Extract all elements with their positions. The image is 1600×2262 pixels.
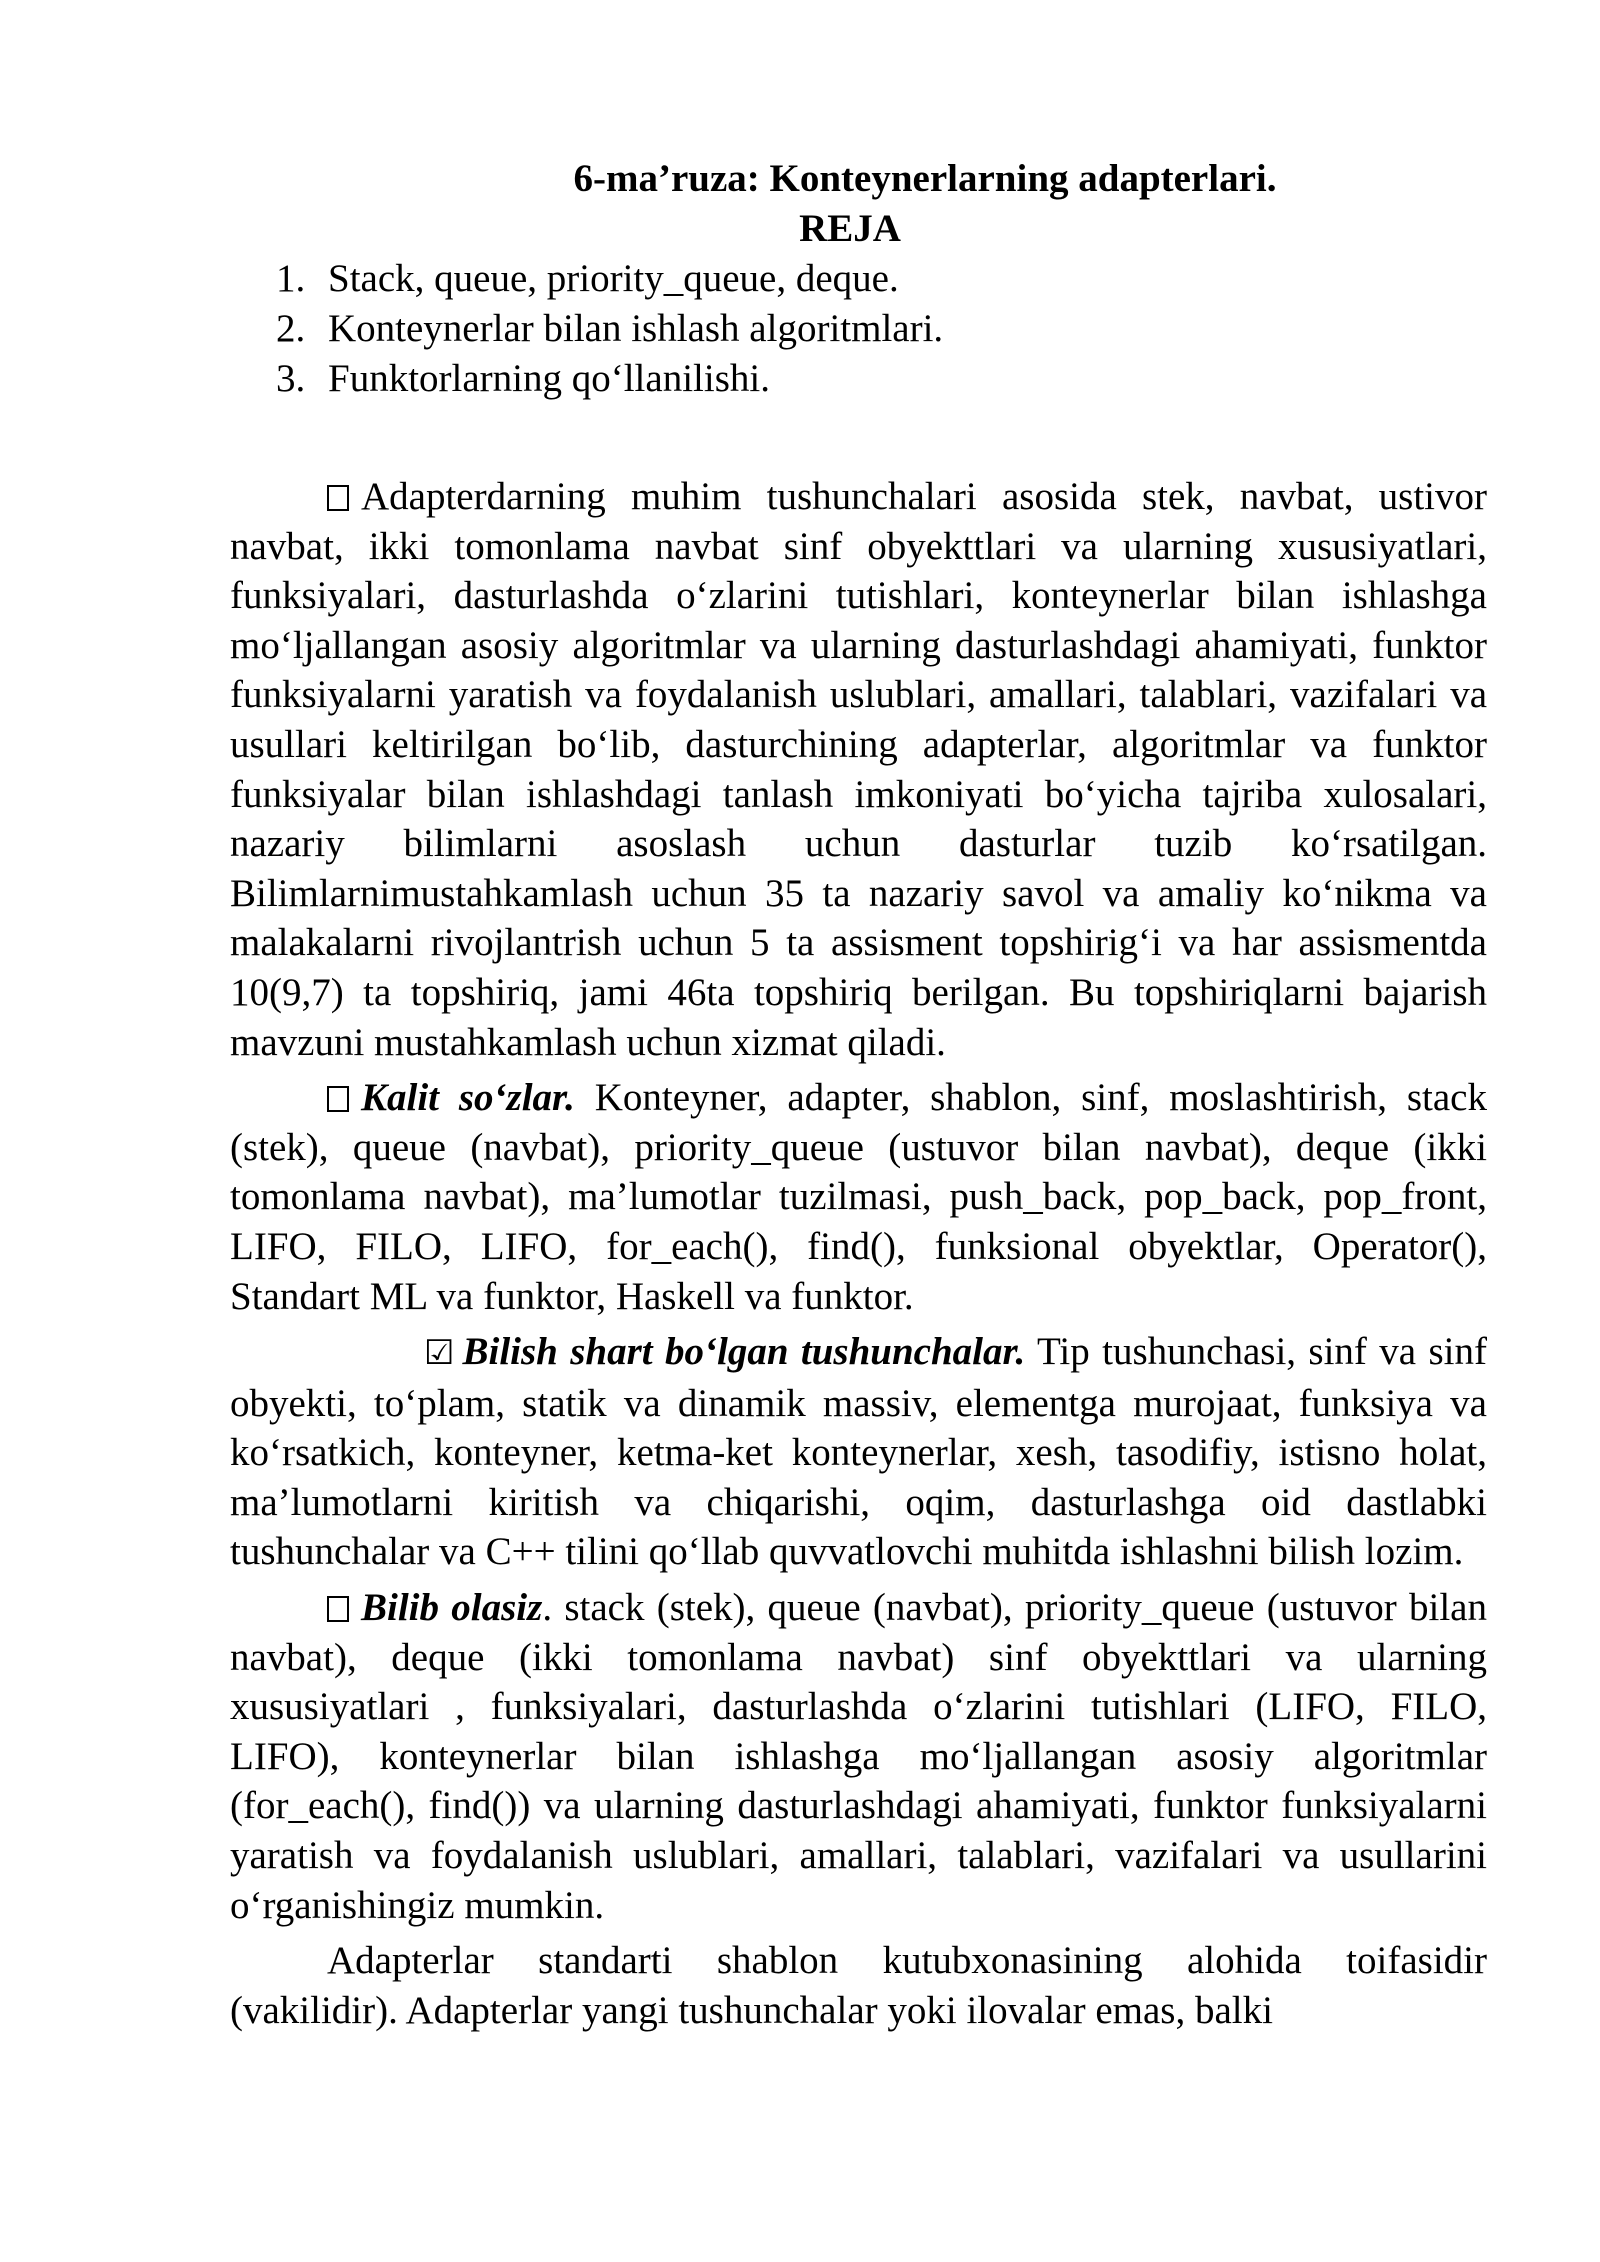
bullet-box-icon: [327, 1086, 349, 1112]
plan-heading: REJA: [799, 207, 901, 250]
outcomes-paragraph: [230, 1583, 1487, 1930]
outcomes-text: . stack (stek), queue (navbat), priority_queue (ustuvor bilan navbat), deque (ikki tomonlama navbat) sinf obyekttlari va ularning xususiyatlari , funksiyalari, dasturlashda o‘zlarini tutishlari (LIFO, FILO, LIFO), konteynerlar bilan ishlashga mo‘ljallangan asosiy algoritmlar (for_each(), find()) va ularning dasturlashdagi ahamiyati, funktor funksiyalarni yaratish va foydalanish uslublari, amallari, talablari, vazifalari va usullarini o‘rganishingiz mumkin.: [230, 1586, 1487, 1927]
outcomes-label: Bilib olasiz: [361, 1586, 543, 1630]
lecture-title: 6-ma’ruza: Konteynerlarning adapterlari.: [573, 157, 1277, 200]
prerequisites-label: Bilish shart bo‘lgan tushunchalar.: [462, 1330, 1026, 1374]
bullet-box-icon: [327, 485, 349, 511]
plan-list: [276, 254, 943, 404]
plan-item-text: Konteynerlar bilan ishlash algoritmlari.: [328, 307, 944, 350]
plan-item-text: Stack, queue, priority_queue, deque.: [328, 257, 899, 300]
plan-item-number: 1.: [276, 257, 306, 300]
prerequisites-text: Tip tushunchasi, sinf va sinf obyekti, to‘plam, statik va dinamik massiv, elementga murojaat, funksiya va ko‘rsatkich, konteyner, ketma-ket konteynerlar, xesh, tasodifiy, istisno holat, ma’lumotlarni kiritish va chiqarishi, oqim, dasturlashga oid dastlabki tushunchalar va C++ tilini qo‘llab quvvatlovchi muhitda ishlashni bilish lozim.: [230, 1330, 1487, 1574]
keywords-label: Kalit so‘zlar.: [361, 1076, 575, 1120]
plan-item-number: 2.: [276, 307, 306, 350]
intro-paragraph: [230, 472, 1487, 1067]
checkbox-checked-icon: ☑: [424, 1333, 455, 1374]
adapters-paragraph: [230, 1936, 1487, 2035]
keywords-text: Konteyner, adapter, shablon, sinf, moslashtirish, stack (stek), queue (navbat), priority_queue (ustuvor bilan navbat), deque (ikki tomonlama navbat), ma’lumotlar tuzilmasi, push_back, pop_back, pop_front, LIFO, FILO, LIFO, for_each(), find(), funksional obyektlar, Operator(), Standart ML va funktor, Haskell va funktor.: [230, 1076, 1487, 1318]
plan-item: [276, 254, 943, 304]
plan-item-number: 3.: [276, 357, 306, 400]
adapters-text: Adapterlar standarti shablon kutubxonasining alohida toifasidir (vakilidir). Adapterlar yangi tushunchalar yoki ilovalar emas, balki: [230, 1939, 1487, 2032]
prerequisites-paragraph: [230, 1327, 1487, 1577]
intro-text: Adapterdarning muhim tushunchalari asosida stek, navbat, ustivor navbat, ikki tomonlama navbat sinf obyekttlari va ularning xususiyatlari, funksiyalari, dasturlashda o‘zlarini tutishlari, konteynerlar bilan ishlashga mo‘ljallangan asosiy algoritmlar va ularning dasturlashdagi ahamiyati, funktor funksiyalarni yaratish va foydalanish uslublari, amallari, talablari, vazifalari va usullari keltirilgan bo‘lib, dasturchining adapterlar, algoritmlar va funktor funksiyalar bilan ishlashdagi tanlash imkoniyati bo‘yicha tajriba xulosalari, nazariy bilimlarni asoslash uchun dasturlar tuzib ko‘rsatilgan. Bilimlarnimustahkamlash uchun 35 ta nazariy savol va amaliy ko‘nikma va malakalarni rivojlantrish uchun 5 ta assisment topshirig‘i va har assismentda 10(9,7) ta topshiriq, jami 46ta topshiriq berilgan. Bu topshiriqlarni bajarish mavzuni mustahkamlash uchun xizmat qiladi.: [230, 475, 1487, 1064]
plan-item-text: Funktorlarning qo‘llanilishi.: [328, 357, 770, 400]
bullet-box-icon: [327, 1596, 349, 1622]
plan-item: [276, 354, 943, 404]
keywords-paragraph: [230, 1073, 1487, 1321]
plan-item: [276, 304, 943, 354]
document-body: [230, 472, 1487, 2035]
